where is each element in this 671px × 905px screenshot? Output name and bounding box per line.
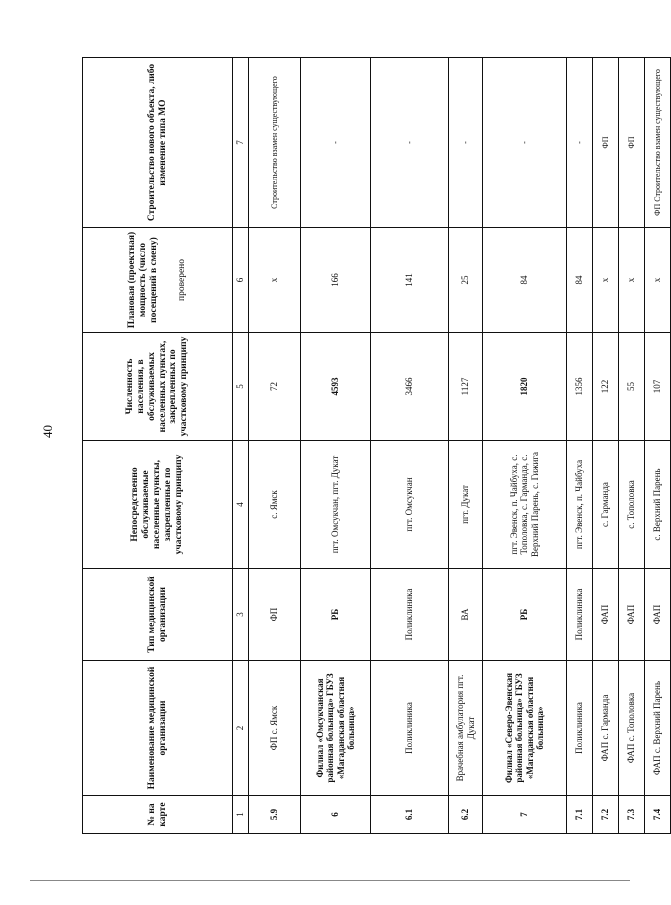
cell-num: 6.2 bbox=[449, 796, 483, 834]
cell-type: ФАП bbox=[593, 569, 619, 661]
cell-type: РБ bbox=[301, 569, 371, 661]
cell-population: 1356 bbox=[567, 333, 593, 441]
cell-construction: ФП Строительство взамен существующего bbox=[645, 58, 671, 228]
header-capacity-note: проверено bbox=[177, 258, 188, 302]
cell-type: Поликлиника bbox=[371, 569, 449, 661]
cell-construction: - bbox=[567, 58, 593, 228]
cell-num: 6 bbox=[301, 796, 371, 834]
cell-construction: - bbox=[483, 58, 567, 228]
cell-population: 107 bbox=[645, 333, 671, 441]
cell-name: ФАП с. Гарманда bbox=[593, 661, 619, 796]
table-row bbox=[301, 58, 371, 834]
cell-type: ФП bbox=[249, 569, 301, 661]
cell-type: ВА bbox=[449, 569, 483, 661]
cell-capacity: 84 bbox=[483, 228, 567, 333]
cell-population: 55 bbox=[619, 333, 645, 441]
table-row bbox=[567, 58, 593, 834]
cell-capacity: 25 bbox=[449, 228, 483, 333]
cell-settlements: пгт. Дукат bbox=[449, 441, 483, 569]
table-row bbox=[249, 58, 301, 834]
header-num bbox=[83, 796, 233, 834]
cell-population: 72 bbox=[249, 333, 301, 441]
column-number: 2 bbox=[233, 661, 249, 796]
cell-settlements: пгт. Омсукчан, пгт. Дукат bbox=[301, 441, 371, 569]
cell-name: Филиал «Северо-Эвенская районная больница» ГБУЗ «Магаданская областная больница» bbox=[483, 661, 567, 796]
cell-num: 7 bbox=[483, 796, 567, 834]
header-construction-label: Строительство нового объекта, либо изменение типа МО bbox=[146, 63, 168, 222]
column-number: 7 bbox=[233, 58, 249, 228]
header-capacity bbox=[83, 228, 233, 333]
cell-population: 3466 bbox=[371, 333, 449, 441]
cell-population: 4593 bbox=[301, 333, 371, 441]
cell-settlements: пгт. Омсукчан bbox=[371, 441, 449, 569]
cell-capacity: 84 bbox=[567, 228, 593, 333]
header-settlements bbox=[83, 441, 233, 569]
cell-settlements: пгт. Эвенск, п. Чайбуха bbox=[567, 441, 593, 569]
table-row bbox=[593, 58, 619, 834]
cell-construction: - bbox=[301, 58, 371, 228]
page-number: 40 bbox=[40, 425, 55, 438]
column-number: 5 bbox=[233, 333, 249, 441]
table-row bbox=[449, 58, 483, 834]
cell-settlements: с. Тополовка bbox=[619, 441, 645, 569]
cell-num: 5.9 bbox=[249, 796, 301, 834]
header-population bbox=[83, 333, 233, 441]
cell-name: Поликлиника bbox=[567, 661, 593, 796]
header-capacity-label: Плановая (проектная) мощность (число посещений в смену) bbox=[126, 231, 159, 329]
table-row bbox=[483, 58, 567, 834]
cell-capacity: 166 bbox=[301, 228, 371, 333]
header-num-label: № на карте bbox=[146, 802, 168, 827]
rotated-table-frame bbox=[82, 58, 663, 834]
header-construction bbox=[83, 58, 233, 228]
header-settlements-label: Непосредственно обслуживаемые населенные пункты, закрепленные по участковому принципу bbox=[130, 454, 184, 555]
cell-construction: - bbox=[371, 58, 449, 228]
cell-name: Филиал «Омсукчанская районная больница» ГБУЗ «Магаданская областная больница» bbox=[301, 661, 371, 796]
header-name bbox=[83, 661, 233, 796]
column-number: 6 bbox=[233, 228, 249, 333]
cell-settlements: с. Ямск bbox=[249, 441, 301, 569]
header-row bbox=[83, 58, 233, 834]
bottom-divider bbox=[30, 880, 630, 881]
column-number: 1 bbox=[233, 796, 249, 834]
cell-population: 122 bbox=[593, 333, 619, 441]
cell-num: 6.1 bbox=[371, 796, 449, 834]
cell-type: ФАП bbox=[645, 569, 671, 661]
table-row bbox=[371, 58, 449, 834]
cell-population: 1820 bbox=[483, 333, 567, 441]
cell-capacity: х bbox=[249, 228, 301, 333]
cell-capacity: х bbox=[619, 228, 645, 333]
cell-construction: ФП bbox=[593, 58, 619, 228]
cell-settlements: с. Гарманда bbox=[593, 441, 619, 569]
cell-type: ФАП bbox=[619, 569, 645, 661]
cell-type: Поликлиника bbox=[567, 569, 593, 661]
cell-num: 7.4 bbox=[645, 796, 671, 834]
column-number: 4 bbox=[233, 441, 249, 569]
cell-name: ФАП с. Тополовка bbox=[619, 661, 645, 796]
header-type bbox=[83, 569, 233, 661]
cell-settlements: с. Верхний Парень bbox=[645, 441, 671, 569]
cell-capacity: х bbox=[593, 228, 619, 333]
cell-num: 7.2 bbox=[593, 796, 619, 834]
cell-num: 7.3 bbox=[619, 796, 645, 834]
cell-type: РБ bbox=[483, 569, 567, 661]
header-population-label: Численность населения, в обслуживаемых населенных пунктах, закрепленных по участковому принципу bbox=[124, 336, 190, 437]
cell-name: Поликлиника bbox=[371, 661, 449, 796]
cell-num: 7.1 bbox=[567, 796, 593, 834]
cell-name: ФП с. Ямск bbox=[249, 661, 301, 796]
cell-construction: - bbox=[449, 58, 483, 228]
table-row bbox=[645, 58, 671, 834]
cell-capacity: х bbox=[645, 228, 671, 333]
cell-construction: ФП bbox=[619, 58, 645, 228]
cell-name: Врачебная амбулатория пгт. Дукат bbox=[449, 661, 483, 796]
header-name-label: Наименование медицинской организации bbox=[146, 666, 168, 790]
column-numbers-row bbox=[233, 58, 249, 834]
medical-organizations-table bbox=[82, 57, 671, 834]
cell-construction: Строительство взамен существующего bbox=[249, 58, 301, 228]
cell-capacity: 141 bbox=[371, 228, 449, 333]
cell-name: ФАП с. Верхний Парень bbox=[645, 661, 671, 796]
header-type-label: Тип медицинской организации bbox=[146, 576, 168, 653]
column-number: 3 bbox=[233, 569, 249, 661]
cell-population: 1127 bbox=[449, 333, 483, 441]
table-row bbox=[619, 58, 645, 834]
cell-settlements: пгт. Эвенск, п. Чайбуха, с. Тополовка, с. Гарманда, с. Верхний Парень, с. Гижига bbox=[483, 441, 567, 569]
table-body bbox=[83, 58, 671, 834]
